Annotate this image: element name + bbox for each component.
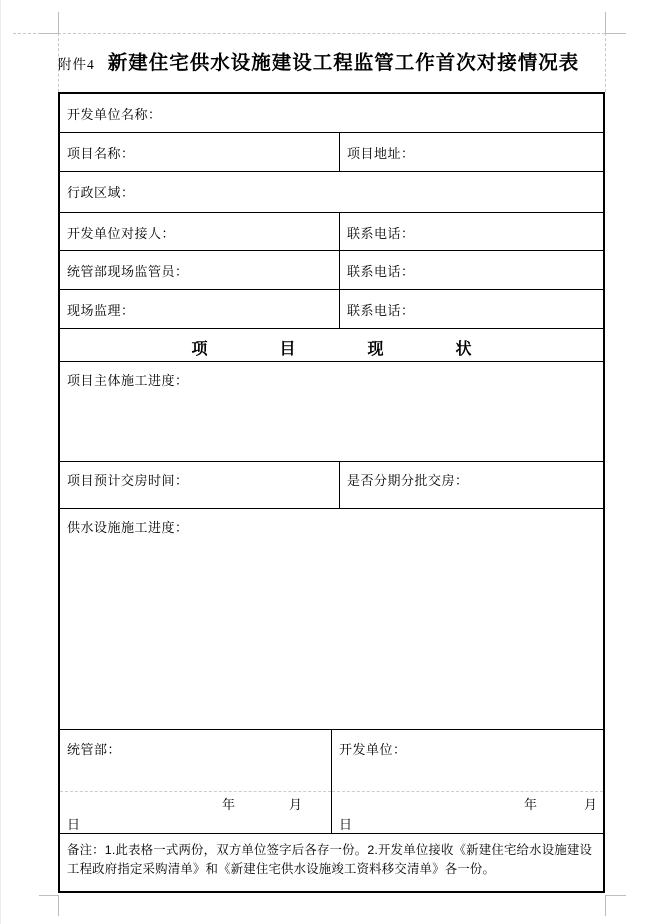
cell-developer-contact[interactable] bbox=[60, 213, 340, 250]
table-row bbox=[60, 251, 603, 290]
cell-phased-delivery[interactable] bbox=[340, 462, 603, 508]
page-title: 新建住宅供水设施建设工程监管工作首次对接情况表 bbox=[107, 53, 580, 74]
cell-label: 项目主体施工进度： bbox=[67, 373, 189, 388]
cell-contact-phone-1[interactable] bbox=[340, 213, 603, 250]
margin-mark-bottom-left-v bbox=[58, 895, 59, 916]
cell-label: 统管部： bbox=[60, 730, 331, 792]
margin-mark-bottom-right-v bbox=[605, 895, 606, 916]
cell-label: 现场监理： bbox=[67, 303, 135, 318]
signature-row bbox=[60, 730, 603, 834]
date-area-management-dept[interactable] bbox=[60, 792, 331, 833]
sign-block-management-dept[interactable] bbox=[60, 730, 332, 833]
table-row bbox=[60, 509, 603, 730]
margin-mark-top-right-h bbox=[605, 33, 626, 34]
cell-field-supervisor[interactable] bbox=[60, 251, 340, 289]
top-text-boundary-line bbox=[13, 33, 605, 34]
cell-label: 项目预计交房时间： bbox=[67, 473, 189, 488]
table-row bbox=[60, 329, 603, 362]
cell-project-name[interactable] bbox=[60, 133, 340, 171]
table-row bbox=[60, 290, 603, 329]
date-day-label: 日 bbox=[67, 817, 81, 832]
margin-mark-top-left-h bbox=[39, 33, 59, 34]
date-area-developer[interactable] bbox=[332, 792, 603, 833]
section-header-project-status: 项目现状 bbox=[191, 341, 544, 358]
table-row bbox=[60, 213, 603, 251]
cell-expected-delivery-date[interactable] bbox=[60, 462, 340, 508]
attachment-label: 附件4 bbox=[58, 57, 95, 72]
cell-main-construction-progress[interactable] bbox=[60, 362, 603, 461]
date-line bbox=[339, 794, 597, 813]
form-table bbox=[58, 92, 605, 893]
table-row bbox=[60, 362, 603, 462]
date-day-label: 日 bbox=[338, 817, 352, 832]
table-row bbox=[60, 172, 603, 213]
table-row bbox=[60, 133, 603, 172]
right-text-boundary-line bbox=[605, 33, 606, 92]
cell-label: 供水设施施工进度： bbox=[67, 520, 189, 535]
cell-label: 行政区域： bbox=[67, 185, 135, 200]
cell-water-facility-progress[interactable] bbox=[60, 509, 603, 729]
cell-label: 开发单位： bbox=[332, 730, 603, 792]
margin-mark-bottom-left-h bbox=[39, 895, 59, 896]
margin-mark-top-right-v bbox=[605, 12, 606, 33]
cell-label: 开发单位对接人： bbox=[67, 226, 176, 241]
cell-label: 联系电话： bbox=[347, 226, 415, 241]
note-row bbox=[60, 834, 603, 891]
cell-label: 联系电话： bbox=[347, 264, 415, 279]
cell-contact-phone-3[interactable] bbox=[340, 290, 603, 328]
date-month-label: 月 bbox=[583, 797, 597, 812]
cell-contact-phone-2[interactable] bbox=[340, 251, 603, 289]
date-year-label: 年 bbox=[523, 797, 537, 812]
cell-site-supervision[interactable] bbox=[60, 290, 340, 328]
cell-label: 项目名称： bbox=[67, 146, 135, 161]
cell-admin-region[interactable] bbox=[60, 172, 603, 212]
date-year-label: 年 bbox=[222, 797, 236, 812]
document-title-row bbox=[58, 47, 605, 75]
cell-label: 开发单位名称： bbox=[67, 107, 162, 122]
table-row bbox=[60, 462, 603, 509]
table-row bbox=[60, 94, 603, 133]
cell-label: 是否分期分批交房： bbox=[347, 473, 469, 488]
cell-developer-name[interactable] bbox=[60, 94, 603, 132]
cell-label: 项目地址： bbox=[347, 146, 415, 161]
margin-mark-top-left-v bbox=[58, 12, 59, 33]
note-text: 备注：1.此表格一式两份，双方单位签字后各存一份。2.开发单位接收《新建住宅给水设施建设工程政府指定采购清单》和《新建住宅供水设施竣工资料移交清单》各一份。 bbox=[67, 843, 593, 876]
cell-label: 统管部现场监管员： bbox=[67, 264, 189, 279]
margin-mark-bottom-right-h bbox=[605, 895, 626, 896]
cell-project-address[interactable] bbox=[340, 133, 603, 171]
cell-label: 联系电话： bbox=[347, 303, 415, 318]
date-month-label: 月 bbox=[289, 797, 303, 812]
date-line bbox=[67, 794, 325, 813]
sign-block-developer[interactable] bbox=[332, 730, 603, 833]
